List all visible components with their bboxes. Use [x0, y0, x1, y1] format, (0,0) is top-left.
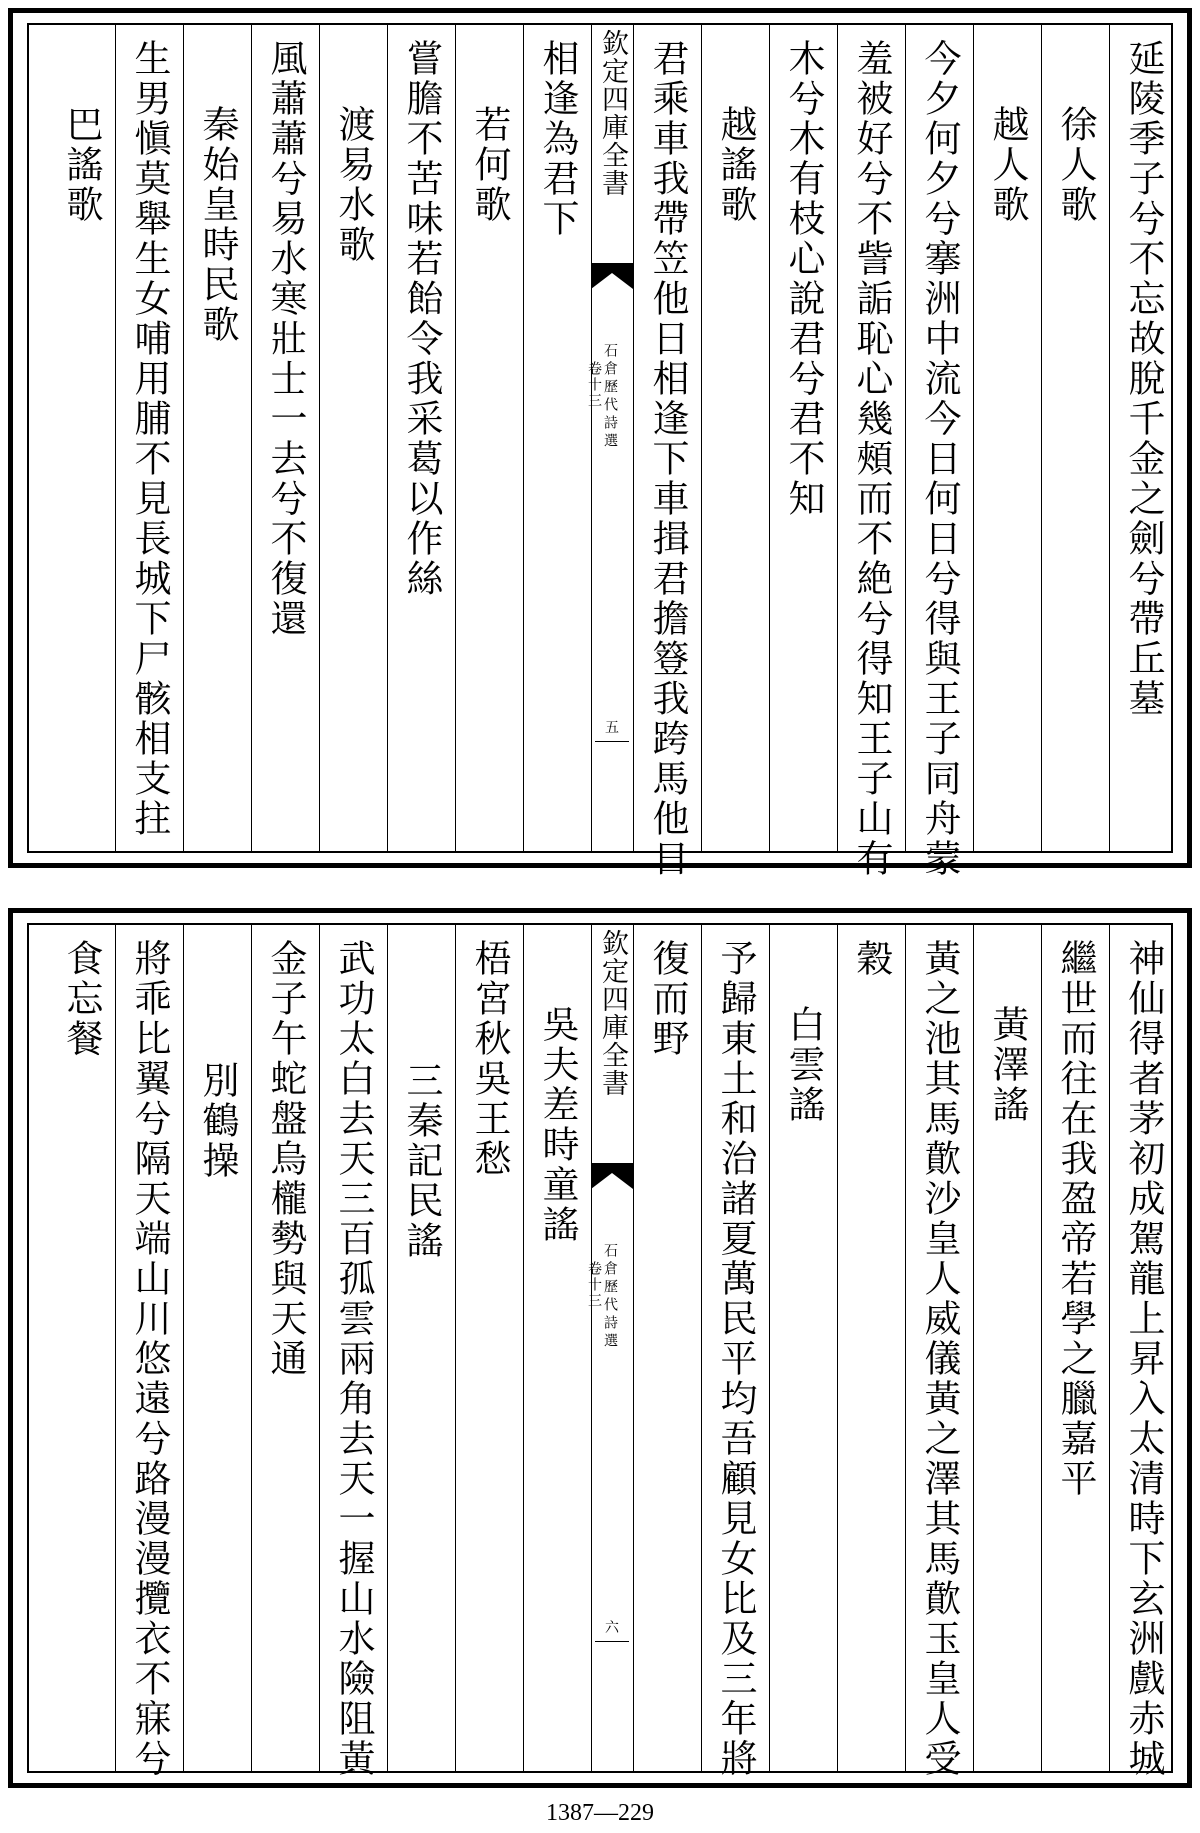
- text-column: [905, 25, 973, 879]
- text-column: [701, 25, 769, 851]
- verse-line: 繼世而往在我盈帝若學之臘嘉平: [1054, 939, 1097, 1499]
- text-column: [455, 925, 523, 1771]
- spine-title: 欽定四庫全書: [597, 29, 628, 197]
- poem-title: 巴謠歌: [60, 105, 103, 225]
- verse-line: 風蕭蕭兮易水寒壯士一去兮不復還: [264, 39, 307, 639]
- text-column: [115, 925, 183, 1779]
- text-column: [1041, 925, 1109, 1771]
- text-column: [47, 925, 115, 1771]
- text-column: [251, 25, 319, 851]
- spine-source: 石倉歷代詩選: [602, 343, 618, 451]
- text-column: [47, 25, 115, 851]
- poem-title: 越謠歌: [714, 105, 757, 225]
- poem-title: 白雲謠: [782, 1005, 825, 1125]
- text-column: [319, 25, 387, 851]
- text-column: [1041, 25, 1109, 851]
- poem-title: 渡易水歌: [332, 105, 375, 265]
- top-page: [8, 8, 1192, 879]
- verse-line: 生男愼莫舉生女哺用脯不見長城下尸骸相支拄: [128, 39, 171, 839]
- text-column: [115, 25, 183, 851]
- center-spine: [586, 25, 633, 851]
- verse-line: 予歸東土和治諸夏萬民平均吾顧見女比及三年將: [714, 939, 757, 1779]
- text-column: [319, 925, 387, 1779]
- spine-page-number: 六: [605, 1620, 619, 1636]
- text-column: [837, 25, 905, 879]
- spine-source: 石倉歷代詩選: [602, 1243, 618, 1351]
- page-number: 1387—229: [546, 1800, 654, 1826]
- verse-line: 君乘車我帶笠他日相逢下車揖君擔簦我跨馬他日: [646, 39, 689, 879]
- verse-line: 穀: [850, 939, 893, 979]
- verse-line: 武功太白去天三百孤雲兩角去天一握山水險阻黃: [332, 939, 375, 1779]
- verse-line: 延陵季子兮不忘故脫千金之劍兮帶丘墓: [1122, 39, 1165, 719]
- text-column: [1109, 25, 1177, 851]
- text-column: [973, 925, 1041, 1771]
- verse-line: 食忘餐: [60, 939, 103, 1059]
- fish-tail-icon: [591, 1163, 633, 1203]
- text-column: [973, 25, 1041, 851]
- top-page-frame: [27, 23, 1173, 879]
- verse-line: 梧宮秋吳王愁: [468, 939, 511, 1179]
- verse-line: 木兮木有枝心說君兮君不知: [782, 39, 825, 519]
- text-column: [387, 25, 455, 851]
- text-column: [183, 925, 251, 1771]
- text-column: [183, 25, 251, 851]
- text-column: [523, 925, 591, 1771]
- spine-juan: 卷十三: [586, 1261, 602, 1309]
- text-column: [251, 925, 319, 1771]
- text-column: [701, 925, 769, 1779]
- poem-title: 若何歌: [468, 105, 511, 225]
- verse-line: 今夕何夕兮搴洲中流今日何日兮得與王子同舟蒙: [918, 39, 961, 879]
- text-column: [455, 25, 523, 851]
- text-column: [633, 25, 701, 879]
- poem-title: 吳夫差時童謠: [536, 1005, 579, 1245]
- verse-line: 相逢為君下: [536, 39, 579, 239]
- center-spine: [586, 925, 633, 1771]
- verse-line: 嘗膽不苦味若飴令我采葛以作絲: [400, 39, 443, 599]
- poem-title: 三秦記民謠: [400, 1061, 443, 1261]
- bottom-page-frame: [27, 923, 1173, 1779]
- poem-title: 黃澤謠: [986, 1005, 1029, 1125]
- verse-line: 復而野: [646, 939, 689, 1059]
- poem-title: 徐人歌: [1054, 105, 1097, 225]
- verse-line: 將乖比翼兮隔天端山川悠遠兮路漫漫攬衣不寐兮: [128, 939, 171, 1779]
- text-column: [837, 925, 905, 1771]
- poem-title: 越人歌: [986, 105, 1029, 225]
- text-column: [769, 25, 837, 851]
- verse-line: 神仙得者茅初成駕龍上昇入太清時下玄洲戲赤城: [1122, 939, 1165, 1779]
- text-column: [1109, 925, 1177, 1779]
- poem-title: 秦始皇時民歌: [196, 105, 239, 345]
- text-column: [905, 925, 973, 1779]
- text-column: [523, 25, 591, 851]
- verse-line: 羞被好兮不訾詬恥心幾頰而不絶兮得知王子山有: [850, 39, 893, 879]
- poem-title: 別鶴操: [196, 1061, 239, 1181]
- text-column: [769, 925, 837, 1771]
- text-column: [633, 925, 701, 1771]
- bottom-page: [8, 908, 1192, 1788]
- spine-juan: 卷十三: [586, 361, 602, 409]
- verse-line: 黃之池其馬歕沙皇人威儀黃之澤其馬歕玉皇人受: [918, 939, 961, 1779]
- verse-line: 金子午蛇盤烏櫳勢與天通: [264, 939, 307, 1379]
- spine-title: 欽定四庫全書: [597, 929, 628, 1097]
- text-column: [387, 925, 455, 1771]
- fish-tail-icon: [591, 263, 633, 303]
- spine-page-number: 五: [605, 720, 619, 736]
